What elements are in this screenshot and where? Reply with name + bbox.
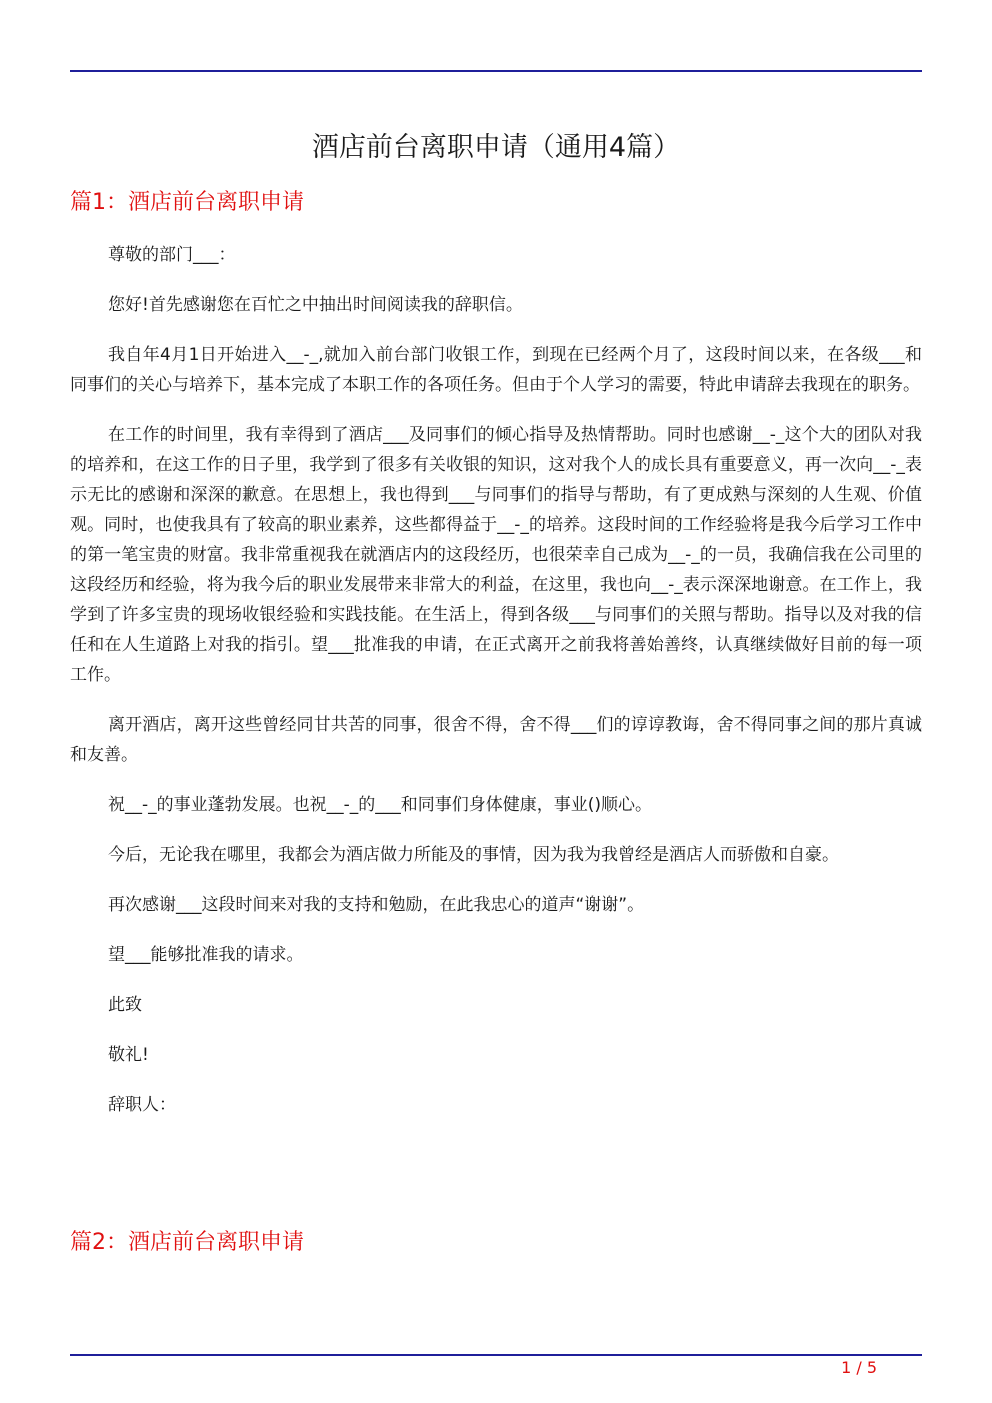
- paragraph: 祝__-_的事业蓬勃发展。也祝__-_的___和同事们身体健康，事业()顺心。: [108, 795, 653, 815]
- paragraph: 在工作的时间里，我有幸得到了酒店___及同事们的倾心指导及热情帮助。同时也感谢__-_这个大的团队对我的培养和，在这工作的日子里，我学到了很多有关收银的知识，这对我个人的成长具有重要意义，再一次向__-_表示无比的感谢和深深的歉意。在思想上，我也得到___与同事们的指导与帮助，有了更成熟与深刻的人生观、价值观。同时，也使我具有了较高的职业素养，这些都得益于__-_的培养。这段时间的工作经验将是我今后学习工作中的第一笔宝贵的财富。我非常重视我在就酒店内的这段经历，也很荣幸自己成为__-_的一员，我确信我在公司里的这段经历和经验，将为我今后的职业发展带来非常大的利益，在这里，我也向__-_表示深深地谢意。在工作上，我学到了许多宝贵的现场收银经验和实践技能。在生活上，得到各级___与同事们的关照与帮助。指导以及对我的信任和在人生道路上对我的指引。望___批准我的申请，在正式离开之前我将善始善终，认真继续做好目前的每一项工作。: [70, 425, 922, 685]
- paragraph: 离开酒店，离开这些曾经同甘共苦的同事，很舍不得，舍不得___们的谆谆教诲，舍不得同事之间的那片真诚和友善。: [70, 715, 922, 765]
- closing: 敬礼!: [108, 1045, 149, 1065]
- signature-line: 辞职人：: [108, 1095, 176, 1115]
- footer-rule: [70, 1354, 922, 1356]
- paragraph: 再次感谢___这段时间来对我的支持和勉励，在此我忠心的道声“谢谢”。: [108, 895, 645, 915]
- page-number: 1 / 5: [841, 1358, 877, 1377]
- closing: 此致: [108, 995, 142, 1015]
- paragraph: 望___能够批准我的请求。: [108, 945, 304, 965]
- section-1-body: [70, 240, 922, 1140]
- paragraph: 我自年4月1日开始进入__-_,就加入前台部门收银工作，到现在已经两个月了，这段时间以来，在各级___和同事们的关心与培养下，基本完成了本职工作的各项任务。但由于个人学习的需要，特此申请辞去我现在的职务。: [70, 345, 922, 395]
- paragraph: 今后，无论我在哪里，我都会为酒店做力所能及的事情，因为我为我曾经是酒店人而骄傲和自豪。: [108, 845, 839, 865]
- header-rule: [70, 70, 922, 72]
- section-2-heading: 篇2：酒店前台离职申请: [70, 1230, 304, 1255]
- paragraph: 您好!首先感谢您在百忙之中抽出时间阅读我的辞职信。: [108, 295, 523, 315]
- salutation: 尊敬的部门___：: [108, 245, 236, 265]
- document-title: 酒店前台离职申请（通用4篇）: [311, 132, 681, 163]
- section-1-heading: 篇1：酒店前台离职申请: [70, 190, 304, 215]
